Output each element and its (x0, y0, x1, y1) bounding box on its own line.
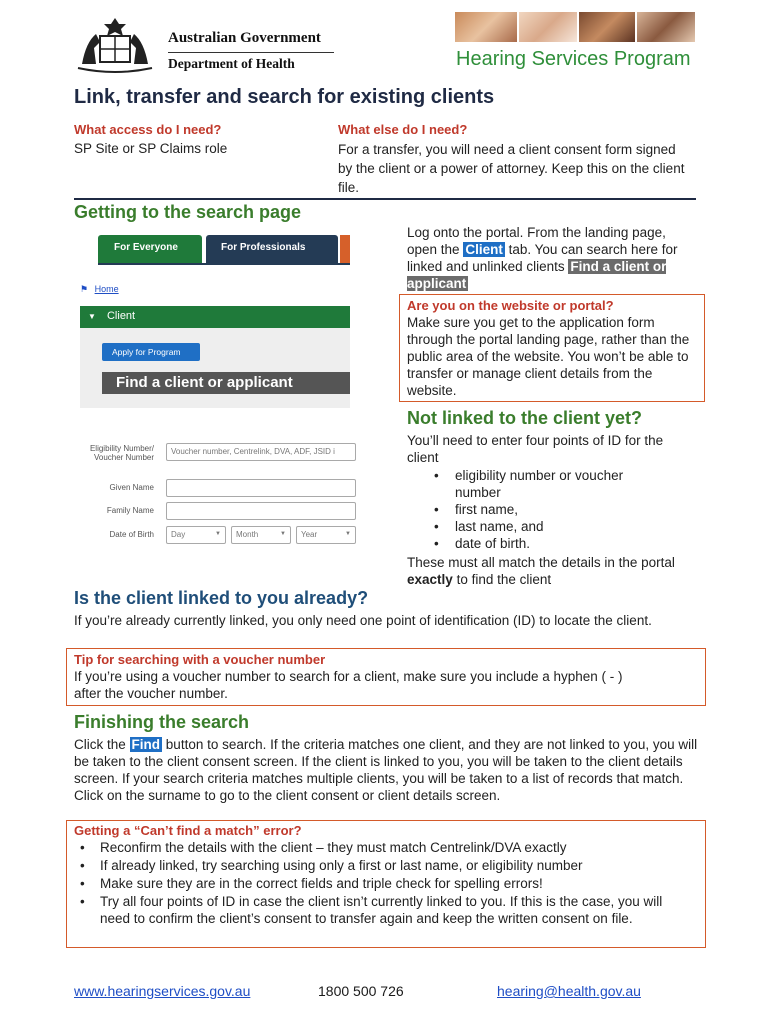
error-title: Getting a “Can’t find a match” error? (74, 823, 302, 838)
apply-button[interactable]: Apply for Program (102, 343, 200, 361)
find-client-banner[interactable]: Find a client or applicant (102, 372, 350, 394)
client-menu-label: Client (106, 310, 136, 322)
day-select[interactable] (166, 526, 226, 544)
notlinked-heading: Not linked to the client yet? (407, 408, 643, 428)
caret-down-icon: ▼ (215, 531, 221, 537)
portal-callout-text: Make sure you get to the application form through the portal landing page, rather than the public area of the website. You won’t be able to transfer or manage client details from the website. (407, 315, 690, 398)
family-name-input[interactable] (166, 502, 356, 520)
list-item: • eligibility number or voucher number (407, 467, 657, 501)
photo-4 (637, 12, 695, 42)
notlinked-list (407, 467, 657, 552)
coat-of-arms-icon (72, 14, 158, 76)
notlinked-outro (407, 554, 697, 588)
notlinked-intro: You’ll need to enter four points of ID for the client (407, 433, 664, 465)
day-select-label: Day (171, 530, 186, 539)
tab-for-professionals[interactable] (206, 235, 338, 263)
list-item: • Reconfirm the details with the client – they must match Centrelink/DVA exactly (74, 839, 696, 857)
year-select[interactable] (296, 526, 356, 544)
list-item: • Try all four points of ID in case the client isn’t currently linked to you. If this is the case, you will need to confirm the client’s consent to transfer again and keep the written consent on file. (74, 893, 696, 927)
photo-2 (519, 12, 577, 42)
finishing-text-post: button to search. If the criteria matches one client, and they are not linked to you, you will be taken to the client consent screen. If the client is linked to you, you will be taken to the client details screen. If your search criteria matches multiple clients, you will be taken to a list of records that match. Click on the surname to go to the client consent or client details screen. (74, 737, 698, 803)
list-item: • first name, (407, 501, 657, 518)
portal-callout (399, 294, 705, 402)
section-divider (74, 198, 696, 200)
list-item: • date of birth. (407, 535, 657, 552)
finishing-text-pre: Click the (74, 737, 126, 752)
caret-down-icon: ▼ (345, 531, 351, 537)
getting-text-mid: tab. You can search here for linked and unlinked clients (407, 242, 678, 274)
outro-post: to find the client (456, 572, 552, 587)
client-panel (80, 328, 350, 408)
portal-screenshot (80, 232, 350, 408)
home-label: Home (94, 284, 119, 294)
finishing-heading: Finishing the search (74, 712, 250, 732)
home-icon: ⚑ (80, 284, 89, 294)
else-question: What else do I need? (338, 122, 468, 137)
getting-heading: Getting to the search page (74, 202, 302, 222)
home-link[interactable] (80, 284, 119, 295)
linked-heading: Is the client linked to you already? (74, 588, 369, 608)
client-highlight: Client (465, 242, 503, 257)
given-name-input[interactable] (166, 479, 356, 497)
access-answer: SP Site or SP Claims role (74, 141, 228, 156)
linked-text: If you’re already currently linked, you only need one point of identification (ID) to locate the client. (74, 613, 652, 628)
month-select[interactable] (231, 526, 291, 544)
photo-1 (455, 12, 517, 42)
gov-divider (168, 52, 334, 53)
tab-for-professionals-label: For Professionals (221, 242, 306, 253)
gov-line2: Department of Health (168, 56, 295, 71)
year-select-label: Year (301, 530, 318, 539)
page-title: Link, transfer and search for existing clients (74, 86, 495, 108)
getting-text (407, 224, 689, 292)
gov-line1: Australian Government (168, 30, 321, 46)
search-form-screenshot (78, 440, 360, 544)
getting-text-pre: Log onto the portal. From the landing page, open the (407, 225, 666, 257)
tab-for-everyone-label: For Everyone (114, 242, 178, 253)
phone-number: 1800 500 726 (318, 983, 404, 999)
month-select-label: Month (236, 530, 259, 539)
elig-label: Eligibility Number/ Voucher Number (89, 444, 154, 462)
else-answer: For a transfer, you will need a client consent form signed by the client or a power of attorney. Keep this on the client file. (338, 142, 685, 195)
outro-bold: exactly (407, 572, 453, 587)
outro-pre: These must all match the details in the portal (407, 555, 675, 570)
family-label: Family Name (106, 506, 154, 515)
access-question: What access do I need? (74, 122, 222, 137)
dob-label: Date of Birth (109, 530, 154, 539)
caret-down-icon: ▼ (88, 312, 96, 321)
tip-box (66, 648, 706, 706)
program-name: Hearing Services Program (456, 48, 691, 70)
tip-text: If you’re using a voucher number to search for a client, make sure you include a hyphen ( - ) after the voucher number. (74, 669, 623, 701)
error-list (74, 839, 696, 927)
list-item: • last name, and (407, 518, 657, 535)
elig-input[interactable]: Voucher number, Centrelink, DVA, ADF, JSID i (166, 443, 356, 461)
tab-bar-line (98, 263, 350, 265)
find-highlight: Find (131, 737, 161, 752)
portal-callout-title: Are you on the website or portal? (407, 298, 614, 313)
find-client-highlight: Find a client or applicant (407, 259, 667, 291)
gov-logo (72, 14, 342, 78)
website-link[interactable]: www.hearingservices.gov.au (74, 983, 251, 999)
email-link[interactable]: hearing@health.gov.au (497, 983, 641, 999)
photo-3 (579, 12, 635, 42)
program-photo-strip (455, 12, 695, 42)
client-menu[interactable] (80, 306, 350, 328)
tab-orange-edge (340, 235, 350, 263)
list-item: • If already linked, try searching using only a first or last name, or eligibility number (74, 857, 696, 875)
error-box (66, 820, 706, 948)
caret-down-icon: ▼ (280, 531, 286, 537)
finishing-text (74, 736, 702, 804)
given-label: Given Name (109, 483, 154, 492)
list-item: • Make sure they are in the correct fields and triple check for spelling errors! (74, 875, 696, 893)
tab-for-everyone[interactable] (98, 235, 202, 263)
tip-title: Tip for searching with a voucher number (74, 652, 326, 667)
